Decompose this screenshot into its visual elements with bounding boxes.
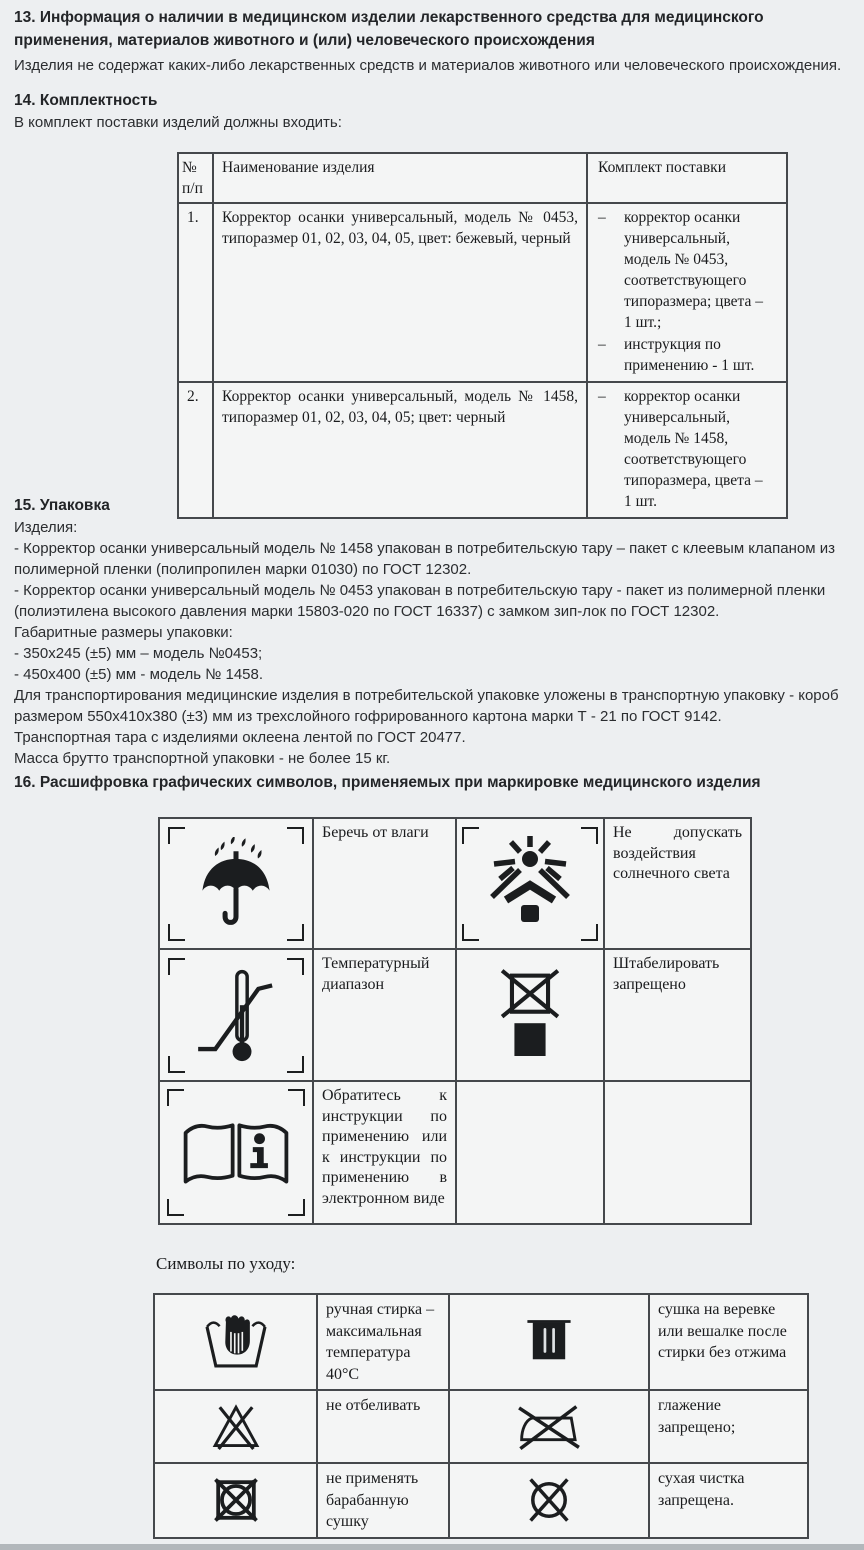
symbol-frame (168, 827, 304, 941)
do-not-stack-icon (489, 969, 571, 1061)
do-not-dry-clean-icon (522, 1473, 576, 1527)
care-row (154, 1294, 808, 1390)
symbol-label: Не допускать воздействия солнечного света (604, 818, 751, 949)
packaging-line: - 450х400 (±5) мм - модель № 1458. (14, 666, 264, 683)
section13-heading: 13. Информация о наличии в медицинском изделии лекарственного средства для медицинского применения, материалов животного и (или) человеческого происхождения (14, 9, 764, 49)
care-symbol-cell (154, 1390, 317, 1463)
care-label: глажение запрещено; (649, 1390, 808, 1463)
list-item (598, 386, 778, 512)
dash-marker: – (598, 209, 606, 226)
care-symbol-cell (154, 1294, 317, 1390)
section14-intro: В комплект поставки изделий должны входить: (14, 114, 342, 131)
product-name: Корректор осанки универсальный, модель № 0453, типоразмер 01, 02, 03, 04, 05, цвет: бежевый, черный (213, 203, 587, 382)
symbol-cell (456, 818, 604, 949)
symbols-row (159, 949, 751, 1081)
care-label: сухая чистка запрещена. (649, 1463, 808, 1538)
delivery-set-cell (587, 203, 787, 382)
table-row (178, 382, 787, 518)
delivery-set-cell (587, 382, 787, 518)
table-header-row (178, 153, 787, 203)
packaging-line: - Корректор осанки универсальный модель № 1458 упакован в потребительскую тару – пакет с клеевым клапаном из полимерной пленки (полипропилен марки 01030) по ГОСТ 12302. (14, 540, 835, 578)
care-row (154, 1390, 808, 1463)
care-label: ручная стирка – максимальная температура 40°С (317, 1294, 449, 1390)
list-item (598, 207, 778, 333)
symbol-cell (159, 1081, 313, 1224)
care-label: сушка на веревке или вешалке после стирки без отжима (649, 1294, 808, 1390)
list-item-text: инструкция по применению - 1 шт. (624, 336, 755, 374)
care-label: не применять барабанную сушку (317, 1463, 449, 1538)
list-item-text: корректор осанки универсальный, модель № 0453, соответствующего типоразмера; цвета – 1 шт.; (624, 209, 764, 331)
do-not-bleach-icon (206, 1398, 266, 1456)
symbol-frame (462, 827, 598, 941)
care-symbol-cell (449, 1463, 649, 1538)
symbol-cell-empty (456, 1081, 604, 1224)
list-item-text: корректор осанки универсальный, модель № 1458, соответствующего типоразмера, цвета – 1 шт. (624, 388, 763, 510)
section15-heading: 15. Упаковка (14, 497, 110, 514)
header-name: Наименование изделия (213, 153, 587, 203)
window-bottom-edge (0, 1544, 864, 1550)
consult-instructions-icon (177, 1111, 295, 1195)
symbol-label: Штабелировать запрещено (604, 949, 751, 1081)
temperature-limit-icon (193, 967, 279, 1064)
care-symbol-cell (449, 1390, 649, 1463)
header-set: Комплект поставки (587, 153, 787, 203)
header-num: № п/п (178, 153, 213, 203)
packaging-line: Масса брутто транспортной упаковки - не более 15 кг. (14, 750, 391, 767)
symbol-cell (456, 949, 604, 1081)
section13-body: Изделия не содержат каких-либо лекарственных средств и материалов животного или человеческого происхождения. (14, 57, 842, 74)
symbol-label: Температурный диапазон (313, 949, 456, 1081)
list-item (598, 334, 778, 376)
symbol-frame (167, 1089, 305, 1216)
care-symbols-table (153, 1293, 809, 1539)
marking-symbols-table (158, 817, 752, 1225)
line-dry-icon (522, 1315, 576, 1369)
care-symbol-cell (449, 1294, 649, 1390)
keep-away-from-sunlight-icon (478, 834, 582, 934)
dash-marker: – (598, 388, 606, 405)
care-symbols-title: Символы по уходу: (156, 1254, 296, 1273)
row-num: 2. (178, 382, 213, 518)
packaging-line: - 350х245 (±5) мм – модель №0453; (14, 645, 263, 662)
delivery-set-table (177, 152, 788, 519)
packaging-line: Изделия: (14, 519, 78, 536)
symbol-cell (159, 818, 313, 949)
symbol-label: Обратитесь к инструкции по применению или к инструкции по применению в электронном виде (313, 1081, 456, 1224)
care-symbol-cell (154, 1463, 317, 1538)
symbol-label-empty (604, 1081, 751, 1224)
keep-dry-umbrella-icon (194, 837, 278, 931)
symbols-row (159, 1081, 751, 1224)
hand-wash-icon (198, 1313, 274, 1371)
section14-heading: 14. Комплектность (14, 92, 158, 109)
symbols-row (159, 818, 751, 949)
row-num: 1. (178, 203, 213, 382)
care-label: не отбеливать (317, 1390, 449, 1463)
packaging-line: Для транспортирования медицинские изделия в потребительской упаковке уложены в транспортную упаковку - короб размером 550х410х380 (±3) мм из трехслойного гофрированного картона марки Т - 21 по ГОСТ 9142. (14, 687, 839, 725)
packaging-line: Транспортная тара с изделиями оклеена лентой по ГОСТ 20477. (14, 729, 466, 746)
section16-heading: 16. Расшифровка графических символов, применяемых при маркировке медицинского изделия (14, 774, 761, 791)
symbol-label: Беречь от влаги (313, 818, 456, 949)
dash-marker: – (598, 336, 606, 353)
section15-body (14, 517, 860, 769)
symbol-cell (159, 949, 313, 1081)
packaging-line: Габаритные размеры упаковки: (14, 624, 233, 641)
product-name: Корректор осанки универсальный, модель № 1458, типоразмер 01, 02, 03, 04, 05; цвет: черный (213, 382, 587, 518)
care-row (154, 1463, 808, 1538)
do-not-iron-icon (514, 1400, 584, 1454)
table-row (178, 203, 787, 382)
symbol-frame (168, 958, 304, 1073)
packaging-line: - Корректор осанки универсальный модель № 0453 упакован в потребительскую тару - пакет из полимерной пленки (полиэтилена высокого давления марки 15803-020 по ГОСТ 16337) с замком зип-лок по ГОСТ 12302. (14, 582, 826, 620)
do-not-tumble-dry-icon (209, 1473, 263, 1527)
